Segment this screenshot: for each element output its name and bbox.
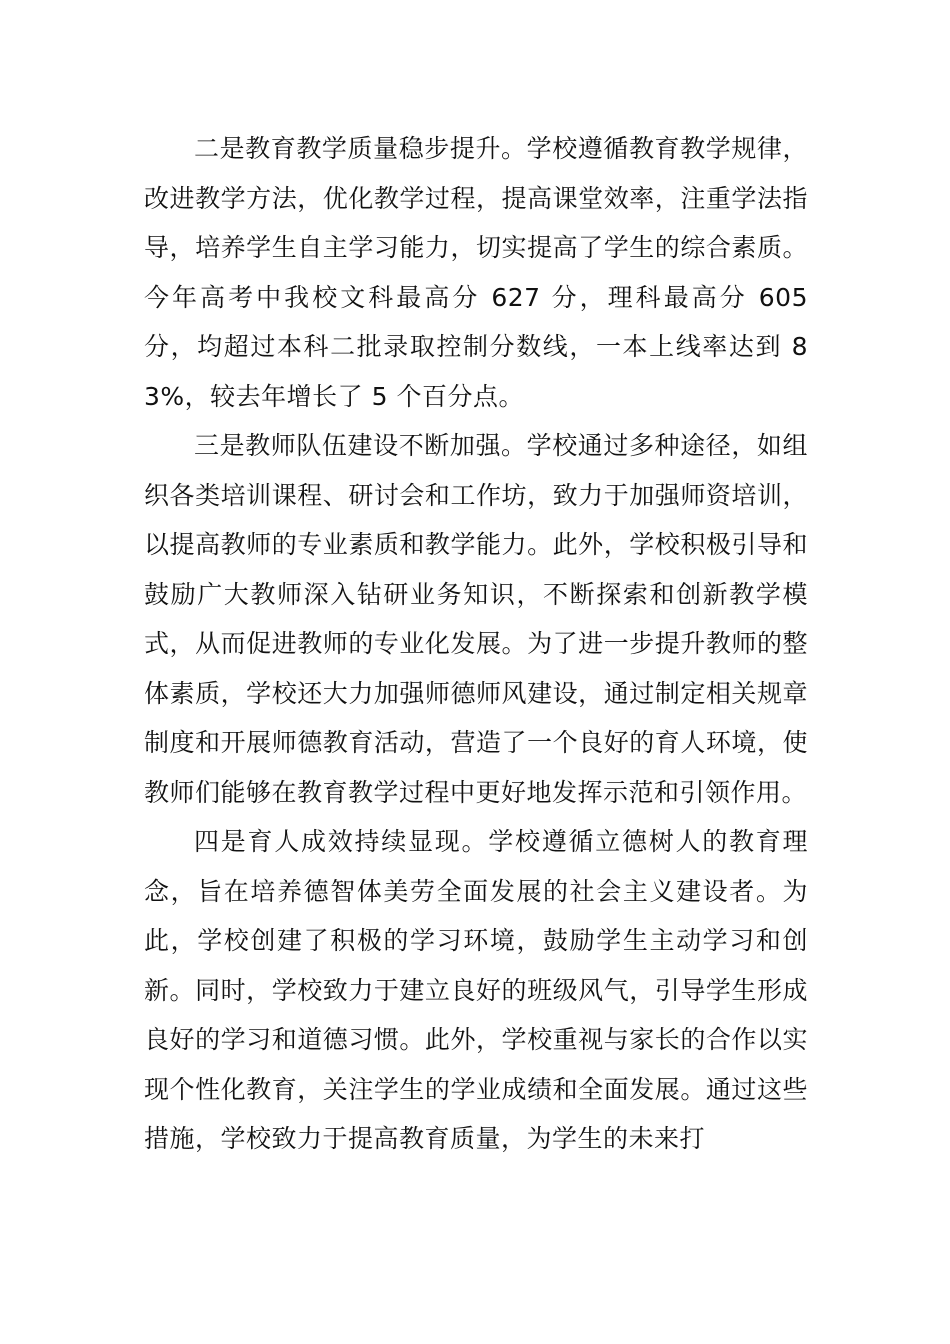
paragraph-teaching-quality: 二是教育教学质量稳步提升。学校遵循教育教学规律，改进教学方法，优化教学过程，提高课堂效率，注重学法指导，培养学生自主学习能力，切实提高了学生的综合素质。今年高考中我校文科最高分 627 分，理科最高分 605 分，均超过本科二批录取控制分数线，一本上线率达到 83%，较去年增长了 5 个百分点。	[144, 134, 808, 411]
paragraph-teacher-team: 三是教师队伍建设不断加强。学校通过多种途径，如组织各类培训课程、研讨会和工作坊，致力于加强师资培训，以提高教师的专业素质和教学能力。此外，学校积极引导和鼓励广大教师深入钻研业务知识，不断探索和创新教学模式，从而促进教师的专业化发展。为了进一步提升教师的整体素质，学校还大力加强师德师风建设，通过制定相关规章制度和开展师德教育活动，营造了一个良好的育人环境，使教师们能够在教育教学过程中更好地发挥示范和引领作用。	[144, 431, 808, 807]
paragraph-education-results: 四是育人成效持续显现。学校遵循立德树人的教育理念，旨在培养德智体美劳全面发展的社会主义建设者。为此，学校创建了积极的学习环境，鼓励学生主动学习和创新。同时，学校致力于建立良好的班级风气，引导学生形成良好的学习和道德习惯。此外，学校重视与家长的合作以实现个性化教育，关注学生的学业成绩和全面发展。通过这些措施，学校致力于提高教育质量，为学生的未来打	[144, 827, 808, 1153]
document-body	[144, 124, 808, 1164]
